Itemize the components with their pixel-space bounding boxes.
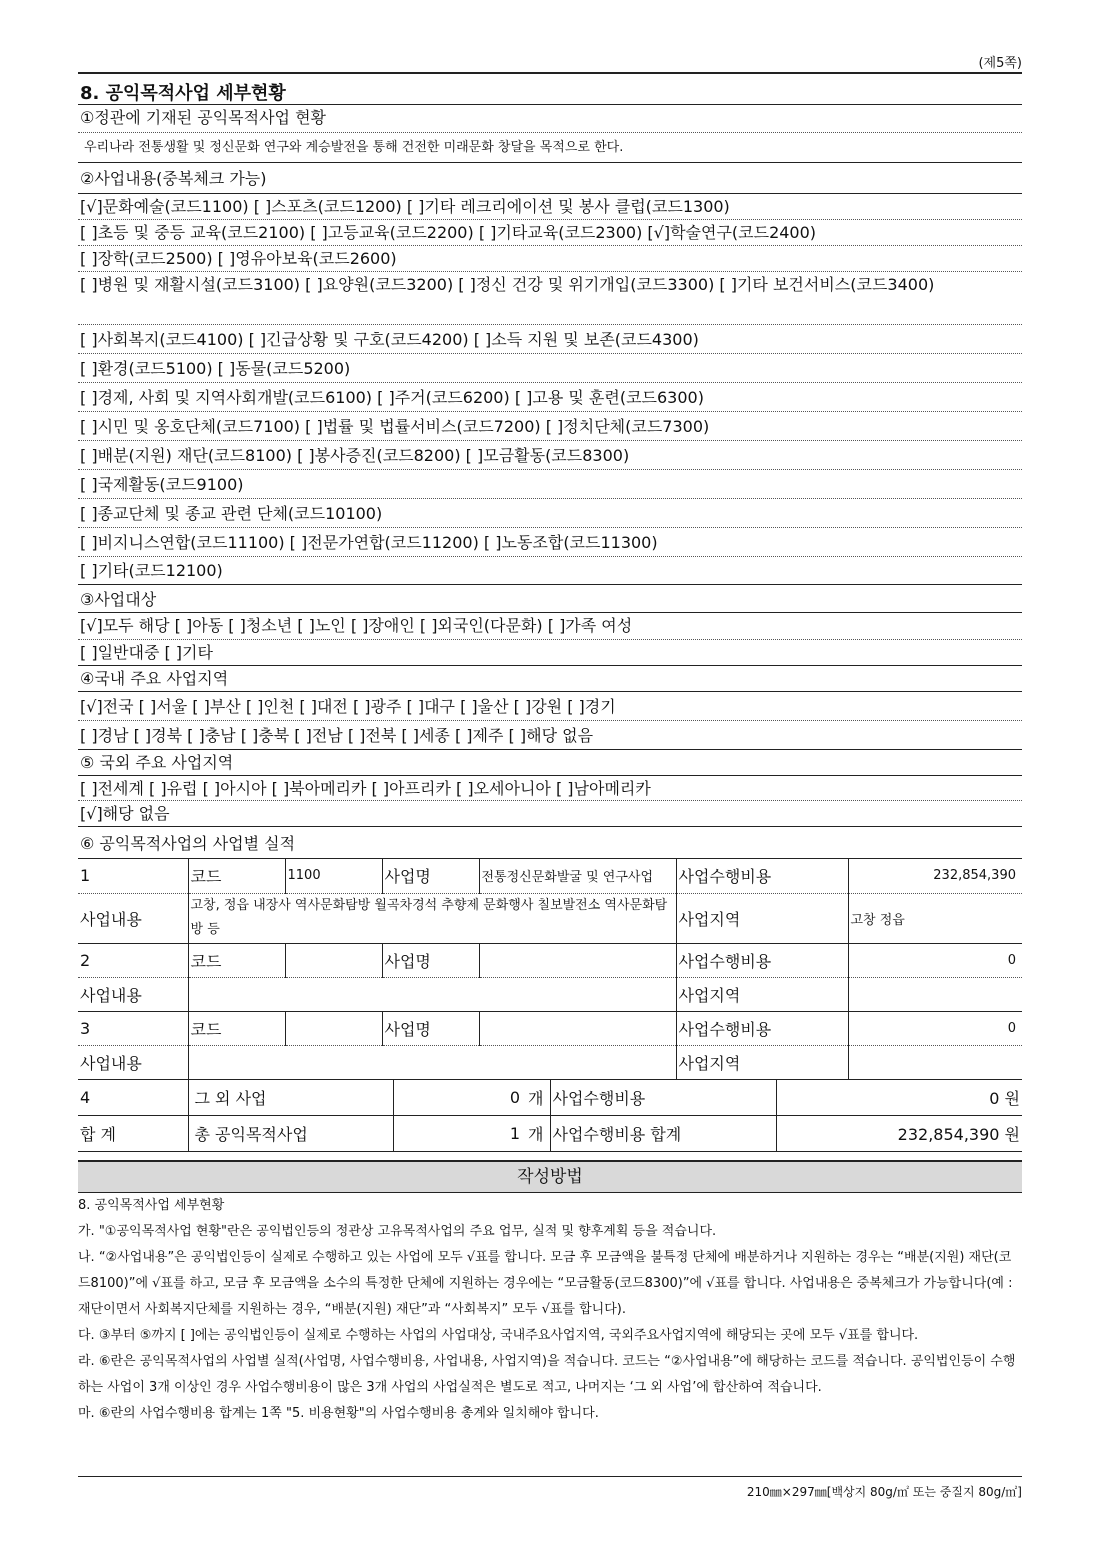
code-label: 코드: [188, 859, 285, 893]
item-no: 2: [78, 943, 188, 977]
item-cost: 0: [848, 1011, 1022, 1045]
domestic-heading: ④국내 주요 사업지역: [78, 666, 1022, 692]
business-row-10: [ ]국제활동(코드9100): [78, 470, 1022, 499]
business-row-6: [ ]환경(코드5100) [ ]동물(코드5200): [78, 354, 1022, 383]
guide-line-title: 8. 공익목적사업 세부현황: [78, 1198, 225, 1213]
other-cost: 0 원: [776, 1080, 1022, 1116]
guide-line-na: 나. “②사업내용”은 공익법인등이 실제로 수행하고 있는 사업에 모두 √표를 합니다. 모금 후 모금액을 불특정 단체에 배분하거나 지원하는 경우는 “배분(지원) 재단(코드8100)”에 √표를 하고, 모금 후 모금액을 소수의 특정한 단체에 지원하는 경우에는 “모금활동(코드8300)”에 √표를 합니다. 사업내용은 중복체크가 가능합니다(예 : 재단이면서 사회복지단체를 지원하는 경우, “배분(지원) 재단”과 “사회복지” 모두 √표를 합니다).: [78, 1250, 1013, 1317]
section-title: 8. 공익목적사업 세부현황: [78, 72, 1022, 105]
item-region: 고창 정읍: [848, 893, 1022, 943]
other-label: 그 외 사업: [188, 1080, 393, 1116]
guide-line-ma: 마. ⑥란의 사업수행비용 합계는 1쪽 "5. 비용현황"의 사업수행비용 총계와 일치해야 합니다.: [78, 1406, 599, 1421]
section-overseas-region: [78, 750, 1022, 827]
overseas-heading: ⑤ 국외 주요 사업지역: [78, 750, 1022, 776]
content-label: 사업내용: [78, 977, 188, 1011]
item-name: [479, 943, 676, 977]
region-label: 사업지역: [676, 1045, 848, 1079]
name-label: 사업명: [382, 859, 479, 893]
business-row-12: [ ]비지니스연합(코드11100) [ ]전문가연합(코드11200) [ ]노동조합(코드11300): [78, 528, 1022, 557]
total-row: [78, 1116, 1022, 1152]
other-unit: 개: [526, 1080, 550, 1116]
item-cost: 0: [848, 943, 1022, 977]
cost-label: 사업수행비용: [676, 1011, 848, 1045]
total-count: 1: [393, 1116, 526, 1152]
item-code: [285, 943, 382, 977]
total-cost-label: 사업수행비용 합계: [550, 1116, 776, 1152]
business-row-3: [ ]장학(코드2500) [ ]영유아보육(코드2600): [78, 246, 1022, 272]
summary-table: [78, 1080, 1022, 1153]
table-row: [78, 859, 1022, 893]
name-label: 사업명: [382, 943, 479, 977]
overseas-row-1: [ ]전세계 [ ]유럽 [ ]아시아 [ ]북아메리카 [ ]아프리카 [ ]오세아니아 [ ]남아메리카: [78, 776, 1022, 801]
item-code: [285, 1011, 382, 1045]
item-content: [188, 977, 676, 1011]
cost-label: 사업수행비용: [676, 943, 848, 977]
overseas-row-2: [√]해당 없음: [78, 801, 1022, 827]
target-heading: ③사업대상: [78, 587, 1022, 613]
business-row-1: [√]문화예술(코드1100) [ ]스포츠(코드1200) [ ]기타 레크리에이션 및 봉사 클럽(코드1300): [78, 194, 1022, 220]
section-target: [78, 587, 1022, 666]
item-region: [848, 977, 1022, 1011]
paper-spec-footer: 210㎜×297㎜[백상지 80g/㎡ 또는 중질지 80g/㎡]: [78, 1476, 1022, 1500]
item-no: 3: [78, 1011, 188, 1045]
business-row-7: [ ]경제, 사회 및 지역사회개발(코드6100) [ ]주거(코드6200) [ ]고용 및 훈련(코드6300): [78, 383, 1022, 412]
guide-line-ra: 라. ⑥란은 공익목적사업의 사업별 실적(사업명, 사업수행비용, 사업내용, 사업지역)을 적습니다. 코드는 “②사업내용”에 해당하는 코드를 적습니다. 공익법인등이 수행하는 사업이 3개 이상인 경우 사업수행비용이 많은 3개 사업의 사업실적은 별도로 적고, 나머지는 ‘그 외 사업’에 합산하여 적습니다.: [78, 1354, 1016, 1395]
guide-text: [78, 1193, 1022, 1427]
business-row-9: [ ]배분(지원) 재단(코드8100) [ ]봉사증진(코드8200) [ ]모금활동(코드8300): [78, 441, 1022, 470]
business-row-8: [ ]시민 및 옹호단체(코드7100) [ ]법률 및 법률서비스(코드7200) [ ]정치단체(코드7300): [78, 412, 1022, 441]
cost-label: 사업수행비용: [676, 859, 848, 893]
guide-line-da: 다. ③부터 ⑤까지 [ ]에는 공익법인등이 실제로 수행하는 사업의 사업대상, 국내주요사업지역, 국외주요사업지역에 해당되는 곳에 모두 √표를 합니다.: [78, 1328, 919, 1343]
total-no: 합 계: [78, 1116, 188, 1152]
table-row: [78, 1011, 1022, 1045]
target-row-2: [ ]일반대중 [ ]기타: [78, 640, 1022, 666]
business-row-5: [ ]사회복지(코드4100) [ ]긴급상황 및 구호(코드4200) [ ]소득 지원 및 보존(코드4300): [78, 325, 1022, 354]
charter-text: 우리나라 전통생활 및 정신문화 연구와 계승발전을 통해 건전한 미래문화 창달을 목적으로 한다.: [78, 133, 1022, 163]
item-name: [479, 1011, 676, 1045]
domestic-row-1: [√]전국 [ ]서울 [ ]부산 [ ]인천 [ ]대전 [ ]광주 [ ]대구 [ ]울산 [ ]강원 [ ]경기: [78, 692, 1022, 721]
table-row: [78, 893, 1022, 943]
business-row-2: [ ]초등 및 중등 교육(코드2100) [ ]고등교육(코드2200) [ ]기타교육(코드2300) [√]학술연구(코드2400): [78, 220, 1022, 246]
business-content-heading: ②사업내용(중복체크 가능): [78, 166, 1022, 194]
business-row-4: [ ]병원 및 재활시설(코드3100) [ ]요양원(코드3200) [ ]정신 건강 및 위기개입(코드3300) [ ]기타 보건서비스(코드3400): [78, 272, 1022, 325]
business-row-13: [ ]기타(코드12100): [78, 557, 1022, 585]
charter-heading: ①정관에 기재된 공익목적사업 현황: [78, 105, 1022, 133]
other-no: 4: [78, 1080, 188, 1116]
performance-table: [78, 859, 1022, 1080]
name-label: 사업명: [382, 1011, 479, 1045]
total-label: 총 공익목적사업: [188, 1116, 393, 1152]
domestic-row-2: [ ]경남 [ ]경북 [ ]충남 [ ]충북 [ ]전남 [ ]전북 [ ]세종 [ ]제주 [ ]해당 없음: [78, 721, 1022, 750]
section-charter-purpose: [78, 105, 1022, 163]
item-no: 1: [78, 859, 188, 893]
section-performance: [78, 829, 1022, 1152]
other-count: 0: [393, 1080, 526, 1116]
other-business-row: [78, 1080, 1022, 1116]
region-label: 사업지역: [676, 893, 848, 943]
item-content: [188, 1045, 676, 1079]
table-row: [78, 943, 1022, 977]
total-unit: 개: [526, 1116, 550, 1152]
code-label: 코드: [188, 943, 285, 977]
item-code: 1100: [285, 859, 382, 893]
section-domestic-region: [78, 666, 1022, 750]
other-cost-label: 사업수행비용: [550, 1080, 776, 1116]
code-label: 코드: [188, 1011, 285, 1045]
total-cost: 232,854,390 원: [776, 1116, 1022, 1152]
item-region: [848, 1045, 1022, 1079]
item-content: 고창, 정읍 내장사 역사문화탐방 월곡차경석 추향제 문화행사 칠보발전소 역사문화탐방 등: [188, 893, 676, 943]
table-row: [78, 977, 1022, 1011]
business-row-11: [ ]종교단체 및 종교 관련 단체(코드10100): [78, 499, 1022, 528]
content-label: 사업내용: [78, 1045, 188, 1079]
item-name: 전통정신문화발굴 및 연구사업: [479, 859, 676, 893]
table-row: [78, 1045, 1022, 1079]
target-row-1: [√]모두 해당 [ ]아동 [ ]청소년 [ ]노인 [ ]장애인 [ ]외국인(다문화) [ ]가족 여성: [78, 613, 1022, 640]
item-cost: 232,854,390: [848, 859, 1022, 893]
section-business-content: [78, 166, 1022, 585]
performance-heading: ⑥ 공익목적사업의 사업별 실적: [78, 829, 1022, 859]
guide-heading: 작성방법: [78, 1160, 1022, 1193]
content-label: 사업내용: [78, 893, 188, 943]
page-number: (제5쪽): [978, 56, 1022, 71]
region-label: 사업지역: [676, 977, 848, 1011]
guide-line-ga: 가. "①공익목적사업 현황"란은 공익법인등의 정관상 고유목적사업의 주요 업무, 실적 및 향후계획 등을 적습니다.: [78, 1224, 717, 1239]
